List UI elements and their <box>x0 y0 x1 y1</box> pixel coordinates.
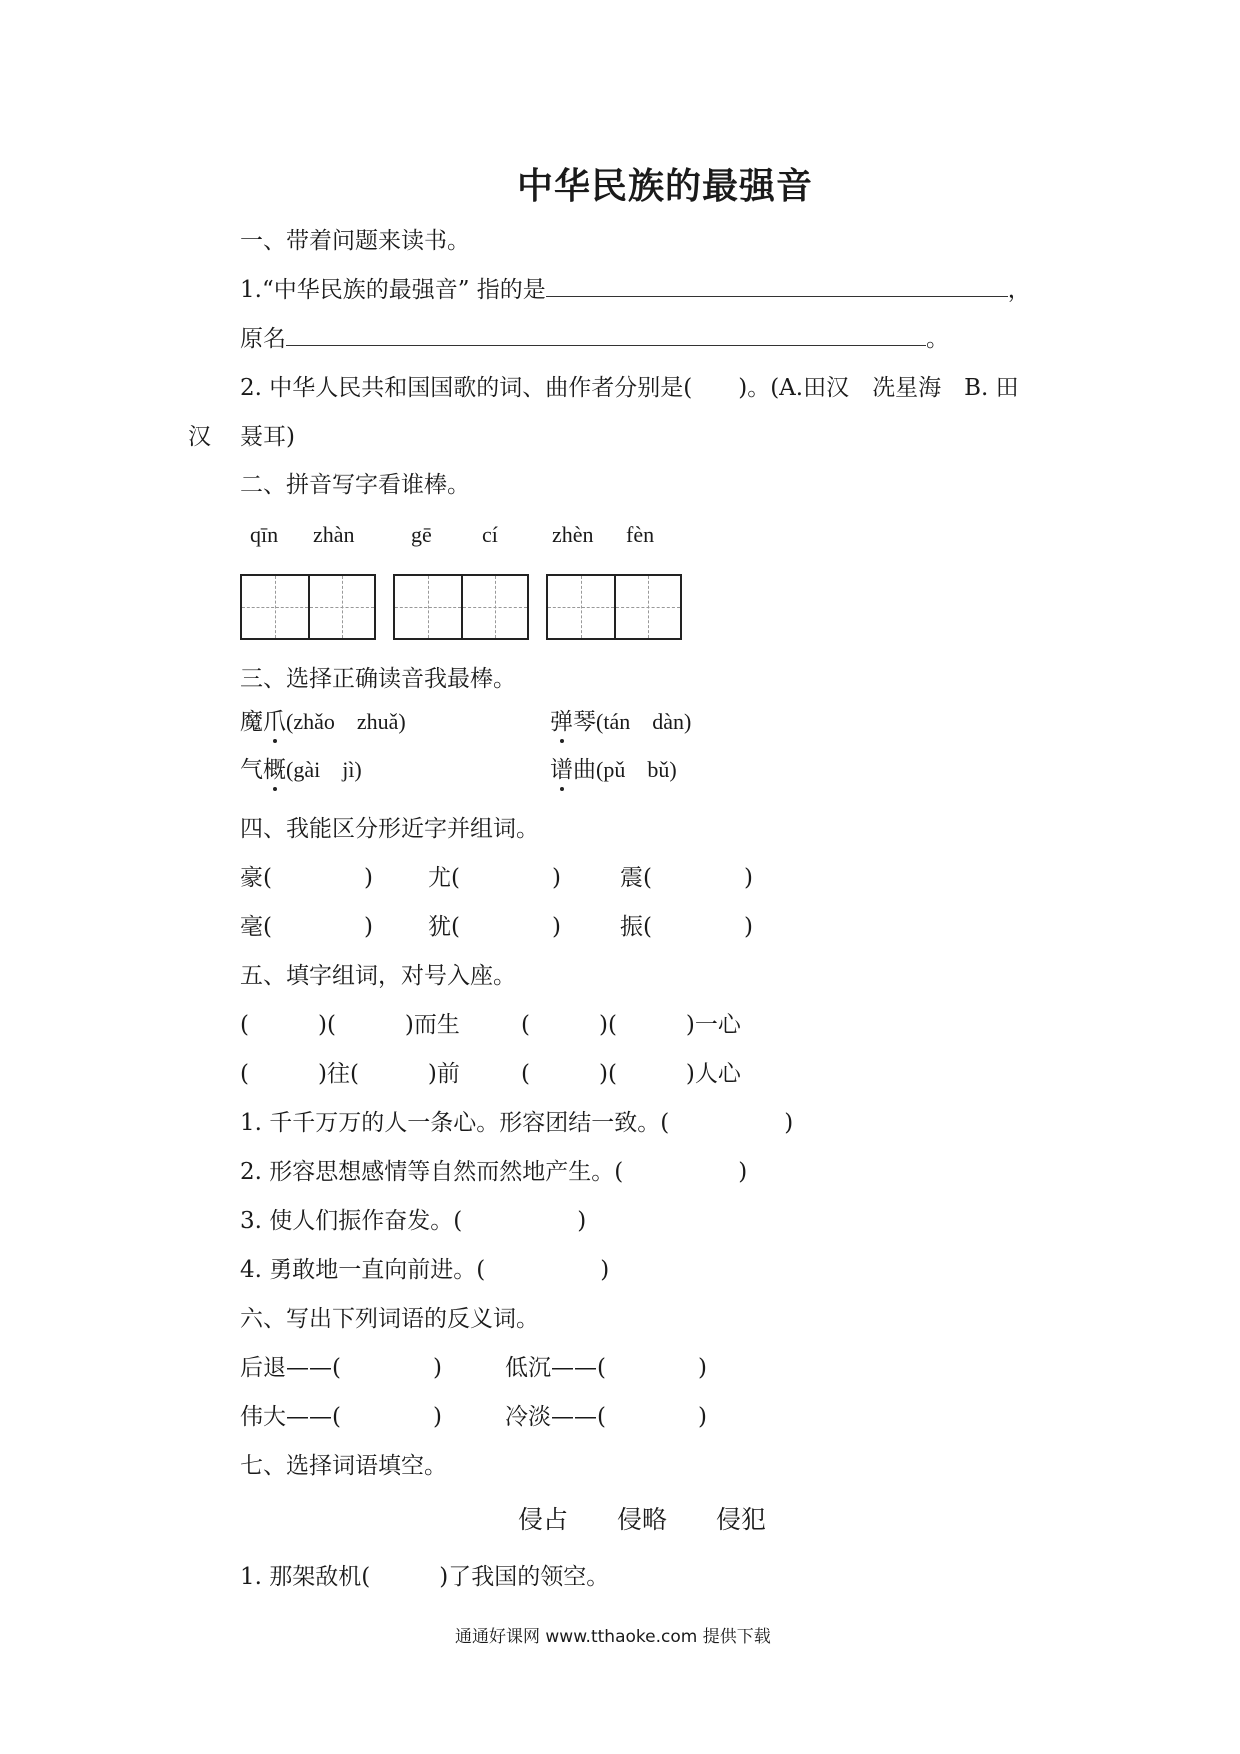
fill-question-1[interactable]: 1. 那架敌机( )了我国的领空。 <box>240 1564 610 1590</box>
word-char: 琴 <box>573 709 596 735</box>
question-2-line-2a: 汉 <box>188 424 211 450</box>
similar-char-item[interactable]: 豪( ) <box>240 865 373 891</box>
section-4-heading: 四、我能区分形近字并组词。 <box>240 816 539 842</box>
section-2-heading: 二、拼音写字看谁棒。 <box>240 472 470 498</box>
idiom-question[interactable]: 4. 勇敢地一直向前进。( ) <box>240 1257 610 1283</box>
writing-cell[interactable] <box>308 576 374 638</box>
section-7-heading: 七、选择词语填空。 <box>240 1453 447 1479</box>
idiom-fill-item[interactable]: ( )( )一心 <box>521 1012 741 1038</box>
pinyin-qin: qīn <box>250 522 279 547</box>
writing-grid-3 <box>546 574 682 640</box>
dotted-char: 谱 <box>550 757 573 783</box>
word-char: 曲 <box>573 757 596 783</box>
punctuation: 。 <box>926 326 949 352</box>
writing-grid-2 <box>393 574 529 640</box>
original-name-label: 原名 <box>240 326 286 352</box>
similar-char-item[interactable]: 振( ) <box>620 914 753 940</box>
similar-char-item[interactable]: 震( ) <box>620 865 753 891</box>
word-choice-3: 侵犯 <box>716 1505 767 1534</box>
section-6-heading: 六、写出下列词语的反义词。 <box>240 1306 539 1332</box>
writing-cell[interactable] <box>614 576 680 638</box>
idiom-question[interactable]: 1. 千千万万的人一条心。形容团结一致。( ) <box>240 1110 794 1136</box>
idiom-fill-item[interactable]: ( )( )而生 <box>240 1012 460 1038</box>
idiom-fill-item[interactable]: ( )往( )前 <box>240 1061 460 1087</box>
similar-char-item[interactable]: 毫( ) <box>240 914 373 940</box>
question-1-text: 1.“中华民族的最强音” 指的是 <box>240 277 546 303</box>
antonym-item[interactable]: 后退——( ) <box>240 1355 442 1381</box>
reading-item-3 <box>240 755 362 785</box>
word-char: 魔 <box>240 709 263 735</box>
answer-blank-1[interactable] <box>546 295 1008 297</box>
idiom-fill-item[interactable]: ( )( )人心 <box>521 1061 741 1087</box>
idiom-question[interactable]: 2. 形容思想感情等自然而然地产生。( ) <box>240 1159 748 1185</box>
pinyin-zhan: zhàn <box>313 522 355 547</box>
writing-cell[interactable] <box>548 576 614 638</box>
word-choice-2: 侵略 <box>617 1505 668 1534</box>
writing-cell[interactable] <box>461 576 527 638</box>
pinyin-options[interactable]: (pǔ bǔ) <box>596 757 677 782</box>
pinyin-options[interactable]: (tán dàn) <box>596 709 692 734</box>
page-title: 中华民族的最强音 <box>516 166 813 207</box>
question-1-line-2 <box>240 324 949 354</box>
word-char: 气 <box>240 757 263 783</box>
question-2-line-1: 2. 中华人民共和国国歌的词、曲作者分别是( )。(A.田汉 冼星海 B. 田 <box>240 375 1019 401</box>
similar-char-item[interactable]: 尤( ) <box>428 865 561 891</box>
reading-item-1 <box>240 707 406 737</box>
dotted-char: 弹 <box>550 709 573 735</box>
word-choice-1: 侵占 <box>518 1505 569 1534</box>
writing-grid-1 <box>240 574 376 640</box>
section-3-heading: 三、选择正确读音我最棒。 <box>240 666 516 692</box>
question-2-line-2b: 聂耳) <box>240 424 295 450</box>
writing-cell[interactable] <box>242 576 308 638</box>
writing-cell[interactable] <box>395 576 461 638</box>
section-5-heading: 五、填字组词，对号入座。 <box>240 963 516 989</box>
footer-text: 通通好课网 www.tthaoke.com 提供下载 <box>455 1627 771 1647</box>
reading-item-4 <box>550 755 677 785</box>
pinyin-zhen: zhèn <box>552 522 594 547</box>
punctuation: ， <box>1007 277 1031 303</box>
section-1-heading: 一、带着问题来读书。 <box>240 228 470 254</box>
pinyin-options[interactable]: (gài jì) <box>286 757 362 782</box>
antonym-item[interactable]: 冷淡——( ) <box>505 1404 707 1430</box>
antonym-item[interactable]: 低沉——( ) <box>505 1355 707 1381</box>
reading-item-2 <box>550 707 691 737</box>
similar-char-item[interactable]: 犹( ) <box>428 914 561 940</box>
idiom-question[interactable]: 3. 使人们振作奋发。( ) <box>240 1208 587 1234</box>
pinyin-options[interactable]: (zhǎo zhuǎ) <box>286 709 406 734</box>
question-1-line-1 <box>240 275 1031 305</box>
dotted-char: 爪 <box>263 709 286 735</box>
pinyin-ci: cí <box>482 522 498 547</box>
antonym-item[interactable]: 伟大——( ) <box>240 1404 442 1430</box>
pinyin-fen: fèn <box>626 522 655 547</box>
pinyin-ge: gē <box>411 522 432 547</box>
dotted-char: 概 <box>263 757 286 783</box>
answer-blank-2[interactable] <box>286 344 926 346</box>
